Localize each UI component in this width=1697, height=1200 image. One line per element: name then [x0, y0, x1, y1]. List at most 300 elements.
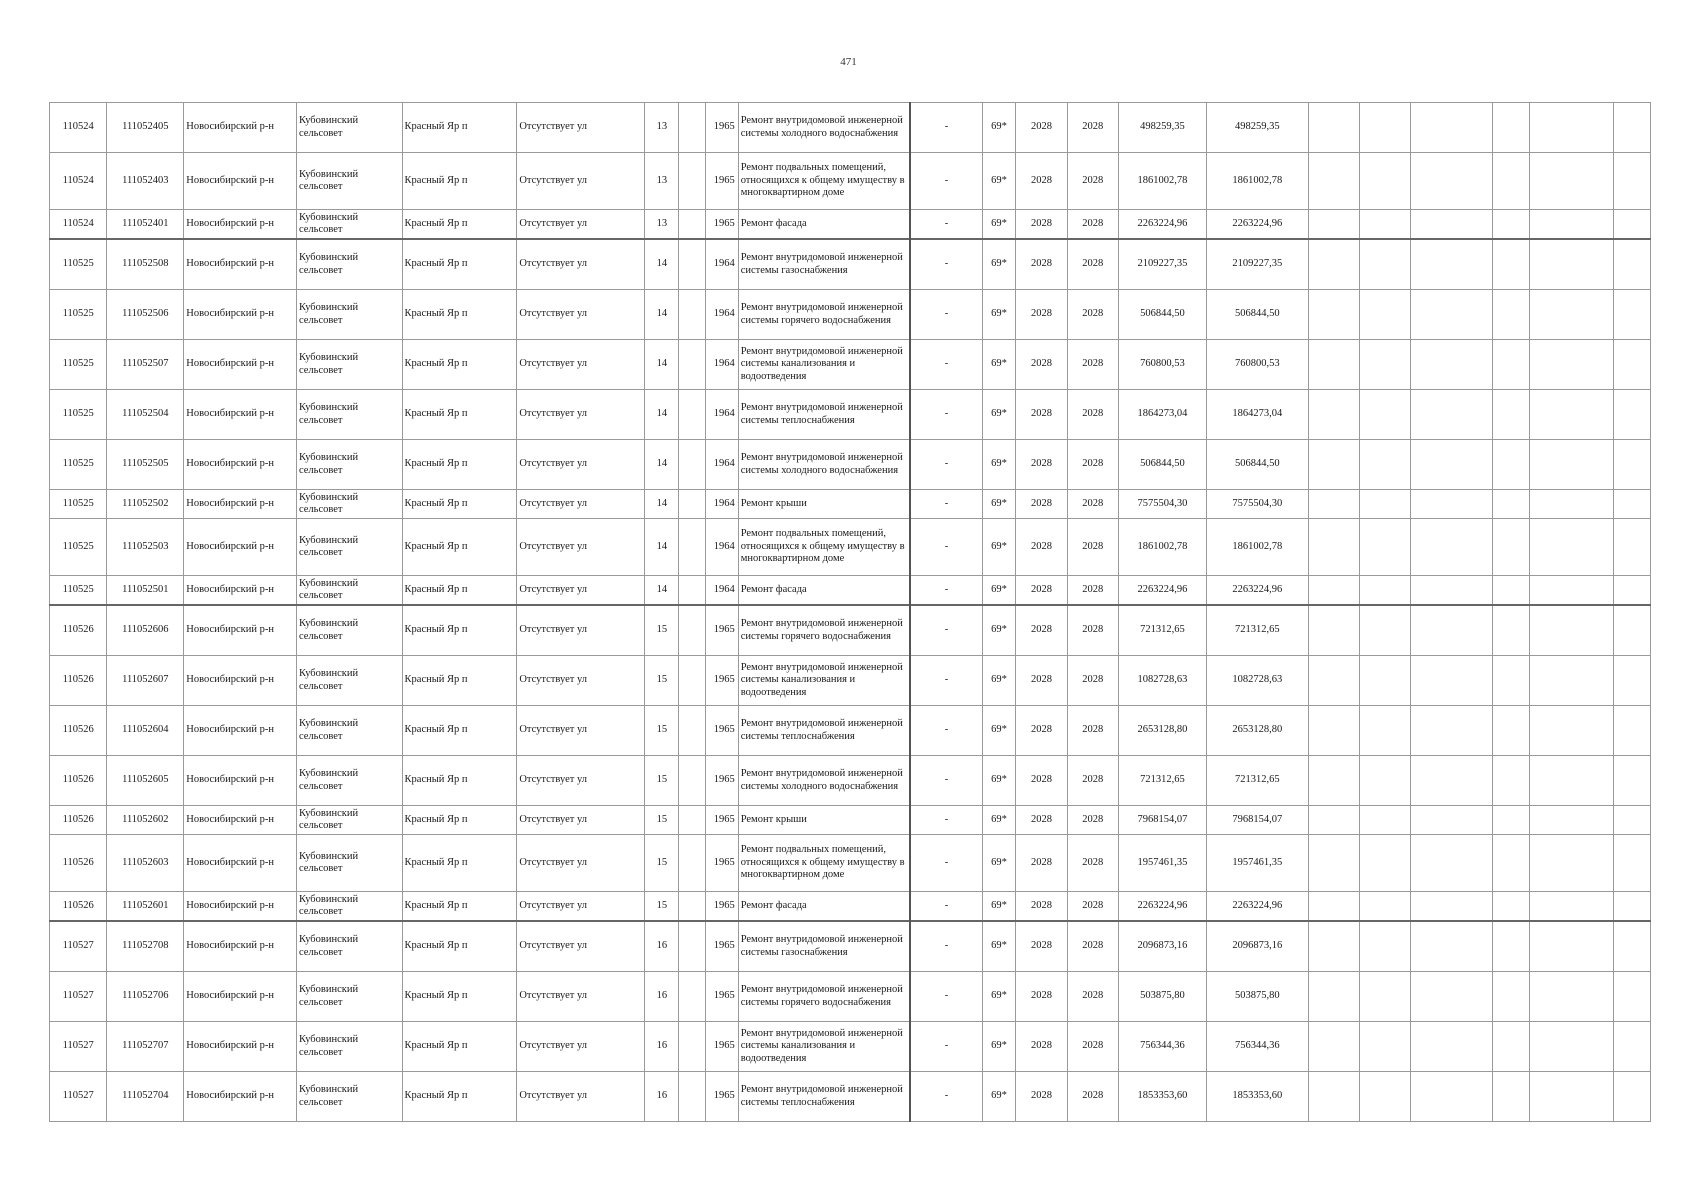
empty-cell [1308, 390, 1359, 440]
house-number-cell: 16 [645, 1022, 679, 1072]
dash-cell: - [910, 972, 982, 1022]
plan-year-start-cell: 2028 [1016, 835, 1067, 892]
empty-cell [1613, 605, 1650, 656]
work-type-cell: Ремонт внутридомовой инженерной системы холодного водоснабжения [738, 440, 910, 490]
empty-cell [1359, 103, 1410, 153]
empty-cell [1410, 239, 1492, 290]
total-cost-cell: 2653128,80 [1207, 706, 1308, 756]
build-year-cell: 1965 [705, 103, 738, 153]
locality-cell: Красный Яр п [402, 756, 517, 806]
build-year-cell: 1965 [705, 892, 738, 922]
empty-cell [1492, 756, 1529, 806]
work-type-cell: Ремонт фасада [738, 892, 910, 922]
work-code-cell: 111052708 [107, 921, 184, 972]
empty-cell [1529, 390, 1613, 440]
district-cell: Новосибирский р-н [184, 921, 297, 972]
table-row [50, 153, 1651, 210]
dash-cell: - [910, 921, 982, 972]
dash-cell: - [910, 519, 982, 576]
table-row [50, 290, 1651, 340]
empty-cell [1492, 1072, 1529, 1122]
total-cost-cell: 2096873,16 [1207, 921, 1308, 972]
locality-cell: Красный Яр п [402, 806, 517, 835]
plan-year-end-cell: 2028 [1067, 892, 1118, 922]
total-cost-cell: 2109227,35 [1207, 239, 1308, 290]
build-year-cell: 1965 [705, 972, 738, 1022]
empty-cell [1529, 656, 1613, 706]
plan-year-start-cell: 2028 [1016, 519, 1067, 576]
plan-year-start-cell: 2028 [1016, 390, 1067, 440]
work-code-cell: 111052601 [107, 892, 184, 922]
house-id-cell: 110525 [50, 340, 107, 390]
house-id-cell: 110524 [50, 103, 107, 153]
work-code-cell: 111052706 [107, 972, 184, 1022]
empty-cell [1613, 239, 1650, 290]
wear-percent-cell: 69* [982, 972, 1016, 1022]
empty-cell [1492, 390, 1529, 440]
locality-cell: Красный Яр п [402, 210, 517, 240]
cost-cell: 1864273,04 [1118, 390, 1206, 440]
house-id-cell: 110525 [50, 290, 107, 340]
locality-cell: Красный Яр п [402, 153, 517, 210]
locality-cell: Красный Яр п [402, 440, 517, 490]
empty-cell [1529, 239, 1613, 290]
total-cost-cell: 2263224,96 [1207, 892, 1308, 922]
settlement-cell: Кубовинский сельсовет [296, 440, 402, 490]
empty-cell [1410, 576, 1492, 606]
dash-cell: - [910, 706, 982, 756]
table-row [50, 576, 1651, 606]
house-id-cell: 110525 [50, 490, 107, 519]
plan-year-start-cell: 2028 [1016, 756, 1067, 806]
plan-year-start-cell: 2028 [1016, 1072, 1067, 1122]
dash-cell: - [910, 290, 982, 340]
empty-cell [1529, 519, 1613, 576]
empty-cell [1613, 806, 1650, 835]
empty-cell [1308, 605, 1359, 656]
locality-cell: Красный Яр п [402, 576, 517, 606]
street-cell: Отсутствует ул [517, 490, 645, 519]
street-cell: Отсутствует ул [517, 806, 645, 835]
build-year-cell: 1965 [705, 210, 738, 240]
empty-cell [1492, 576, 1529, 606]
empty-cell [1492, 806, 1529, 835]
empty-cell [1359, 576, 1410, 606]
street-cell: Отсутствует ул [517, 519, 645, 576]
district-cell: Новосибирский р-н [184, 1072, 297, 1122]
work-type-cell: Ремонт внутридомовой инженерной системы холодного водоснабжения [738, 756, 910, 806]
empty-cell [1613, 576, 1650, 606]
wear-percent-cell: 69* [982, 210, 1016, 240]
building-cell [679, 390, 706, 440]
plan-year-end-cell: 2028 [1067, 1072, 1118, 1122]
work-code-cell: 111052605 [107, 756, 184, 806]
plan-year-end-cell: 2028 [1067, 390, 1118, 440]
empty-cell [1308, 892, 1359, 922]
wear-percent-cell: 69* [982, 576, 1016, 606]
building-cell [679, 756, 706, 806]
empty-cell [1613, 519, 1650, 576]
plan-year-start-cell: 2028 [1016, 892, 1067, 922]
district-cell: Новосибирский р-н [184, 239, 297, 290]
empty-cell [1529, 605, 1613, 656]
house-number-cell: 16 [645, 921, 679, 972]
empty-cell [1359, 440, 1410, 490]
build-year-cell: 1964 [705, 440, 738, 490]
empty-cell [1359, 835, 1410, 892]
street-cell: Отсутствует ул [517, 1072, 645, 1122]
dash-cell: - [910, 440, 982, 490]
work-code-cell: 111052707 [107, 1022, 184, 1072]
empty-cell [1613, 972, 1650, 1022]
work-code-cell: 111052506 [107, 290, 184, 340]
cost-cell: 2109227,35 [1118, 239, 1206, 290]
street-cell: Отсутствует ул [517, 1022, 645, 1072]
district-cell: Новосибирский р-н [184, 490, 297, 519]
locality-cell: Красный Яр п [402, 103, 517, 153]
table-row [50, 921, 1651, 972]
table-row [50, 390, 1651, 440]
work-code-cell: 111052501 [107, 576, 184, 606]
plan-year-end-cell: 2028 [1067, 210, 1118, 240]
total-cost-cell: 503875,80 [1207, 972, 1308, 1022]
locality-cell: Красный Яр п [402, 921, 517, 972]
plan-year-end-cell: 2028 [1067, 239, 1118, 290]
district-cell: Новосибирский р-н [184, 390, 297, 440]
house-number-cell: 15 [645, 892, 679, 922]
work-code-cell: 111052602 [107, 806, 184, 835]
total-cost-cell: 1957461,35 [1207, 835, 1308, 892]
street-cell: Отсутствует ул [517, 340, 645, 390]
work-type-cell: Ремонт крыши [738, 490, 910, 519]
cost-cell: 2263224,96 [1118, 576, 1206, 606]
dash-cell: - [910, 103, 982, 153]
building-cell [679, 103, 706, 153]
building-cell [679, 706, 706, 756]
settlement-cell: Кубовинский сельсовет [296, 921, 402, 972]
empty-cell [1359, 519, 1410, 576]
build-year-cell: 1965 [705, 921, 738, 972]
district-cell: Новосибирский р-н [184, 706, 297, 756]
district-cell: Новосибирский р-н [184, 972, 297, 1022]
plan-year-start-cell: 2028 [1016, 972, 1067, 1022]
empty-cell [1410, 605, 1492, 656]
dash-cell: - [910, 576, 982, 606]
work-type-cell: Ремонт внутридомовой инженерной системы горячего водоснабжения [738, 972, 910, 1022]
build-year-cell: 1965 [705, 1072, 738, 1122]
empty-cell [1492, 972, 1529, 1022]
street-cell: Отсутствует ул [517, 390, 645, 440]
empty-cell [1410, 835, 1492, 892]
district-cell: Новосибирский р-н [184, 576, 297, 606]
dash-cell: - [910, 153, 982, 210]
district-cell: Новосибирский р-н [184, 440, 297, 490]
empty-cell [1529, 921, 1613, 972]
district-cell: Новосибирский р-н [184, 153, 297, 210]
cost-cell: 506844,50 [1118, 440, 1206, 490]
building-cell [679, 972, 706, 1022]
street-cell: Отсутствует ул [517, 921, 645, 972]
table-row [50, 605, 1651, 656]
district-cell: Новосибирский р-н [184, 1022, 297, 1072]
work-code-cell: 111052604 [107, 706, 184, 756]
settlement-cell: Кубовинский сельсовет [296, 972, 402, 1022]
house-number-cell: 14 [645, 490, 679, 519]
work-code-cell: 111052403 [107, 153, 184, 210]
building-cell [679, 921, 706, 972]
house-id-cell: 110524 [50, 210, 107, 240]
plan-year-start-cell: 2028 [1016, 210, 1067, 240]
work-code-cell: 111052704 [107, 1072, 184, 1122]
build-year-cell: 1965 [705, 605, 738, 656]
total-cost-cell: 506844,50 [1207, 440, 1308, 490]
empty-cell [1410, 440, 1492, 490]
table-row [50, 210, 1651, 240]
empty-cell [1492, 340, 1529, 390]
house-number-cell: 14 [645, 519, 679, 576]
empty-cell [1529, 576, 1613, 606]
locality-cell: Красный Яр п [402, 706, 517, 756]
empty-cell [1410, 921, 1492, 972]
empty-cell [1529, 1022, 1613, 1072]
dash-cell: - [910, 1022, 982, 1072]
empty-cell [1308, 806, 1359, 835]
building-cell [679, 210, 706, 240]
plan-year-end-cell: 2028 [1067, 605, 1118, 656]
house-id-cell: 110526 [50, 835, 107, 892]
building-cell [679, 835, 706, 892]
cost-cell: 756344,36 [1118, 1022, 1206, 1072]
empty-cell [1529, 972, 1613, 1022]
work-type-cell: Ремонт внутридомовой инженерной системы холодного водоснабжения [738, 103, 910, 153]
plan-year-end-cell: 2028 [1067, 706, 1118, 756]
empty-cell [1359, 706, 1410, 756]
settlement-cell: Кубовинский сельсовет [296, 490, 402, 519]
empty-cell [1613, 1022, 1650, 1072]
plan-year-start-cell: 2028 [1016, 605, 1067, 656]
district-cell: Новосибирский р-н [184, 806, 297, 835]
empty-cell [1613, 103, 1650, 153]
cost-cell: 498259,35 [1118, 103, 1206, 153]
empty-cell [1308, 239, 1359, 290]
plan-year-start-cell: 2028 [1016, 440, 1067, 490]
building-cell [679, 806, 706, 835]
empty-cell [1308, 1072, 1359, 1122]
build-year-cell: 1965 [705, 756, 738, 806]
empty-cell [1492, 1022, 1529, 1072]
empty-cell [1410, 1072, 1492, 1122]
total-cost-cell: 1861002,78 [1207, 519, 1308, 576]
table-row [50, 103, 1651, 153]
settlement-cell: Кубовинский сельсовет [296, 519, 402, 576]
plan-year-end-cell: 2028 [1067, 519, 1118, 576]
settlement-cell: Кубовинский сельсовет [296, 210, 402, 240]
street-cell: Отсутствует ул [517, 103, 645, 153]
cost-cell: 7968154,07 [1118, 806, 1206, 835]
work-type-cell: Ремонт внутридомовой инженерной системы теплоснабжения [738, 1072, 910, 1122]
total-cost-cell: 498259,35 [1207, 103, 1308, 153]
empty-cell [1613, 153, 1650, 210]
locality-cell: Красный Яр п [402, 972, 517, 1022]
house-id-cell: 110526 [50, 806, 107, 835]
empty-cell [1492, 605, 1529, 656]
plan-year-end-cell: 2028 [1067, 921, 1118, 972]
empty-cell [1308, 210, 1359, 240]
empty-cell [1308, 706, 1359, 756]
work-code-cell: 111052505 [107, 440, 184, 490]
work-type-cell: Ремонт крыши [738, 806, 910, 835]
wear-percent-cell: 69* [982, 290, 1016, 340]
total-cost-cell: 1082728,63 [1207, 656, 1308, 706]
dash-cell: - [910, 1072, 982, 1122]
settlement-cell: Кубовинский сельсовет [296, 806, 402, 835]
empty-cell [1410, 806, 1492, 835]
work-type-cell: Ремонт внутридомовой инженерной системы канализования и водоотведения [738, 340, 910, 390]
house-number-cell: 16 [645, 972, 679, 1022]
house-id-cell: 110526 [50, 706, 107, 756]
house-id-cell: 110525 [50, 390, 107, 440]
street-cell: Отсутствует ул [517, 656, 645, 706]
plan-year-end-cell: 2028 [1067, 835, 1118, 892]
wear-percent-cell: 69* [982, 892, 1016, 922]
plan-year-start-cell: 2028 [1016, 1022, 1067, 1072]
district-cell: Новосибирский р-н [184, 340, 297, 390]
work-type-cell: Ремонт фасада [738, 576, 910, 606]
empty-cell [1359, 605, 1410, 656]
empty-cell [1613, 706, 1650, 756]
plan-year-start-cell: 2028 [1016, 290, 1067, 340]
dash-cell: - [910, 835, 982, 892]
empty-cell [1359, 1022, 1410, 1072]
building-cell [679, 576, 706, 606]
empty-cell [1359, 972, 1410, 1022]
table-row [50, 519, 1651, 576]
house-number-cell: 14 [645, 290, 679, 340]
empty-cell [1359, 239, 1410, 290]
empty-cell [1492, 290, 1529, 340]
building-cell [679, 490, 706, 519]
house-id-cell: 110525 [50, 519, 107, 576]
empty-cell [1359, 290, 1410, 340]
table-row [50, 835, 1651, 892]
work-type-cell: Ремонт внутридомовой инженерной системы горячего водоснабжения [738, 605, 910, 656]
locality-cell: Красный Яр п [402, 519, 517, 576]
total-cost-cell: 2263224,96 [1207, 576, 1308, 606]
empty-cell [1359, 921, 1410, 972]
empty-cell [1410, 1022, 1492, 1072]
work-code-cell: 111052503 [107, 519, 184, 576]
plan-year-start-cell: 2028 [1016, 576, 1067, 606]
empty-cell [1410, 103, 1492, 153]
house-id-cell: 110526 [50, 756, 107, 806]
locality-cell: Красный Яр п [402, 340, 517, 390]
work-code-cell: 111052606 [107, 605, 184, 656]
house-number-cell: 15 [645, 605, 679, 656]
total-cost-cell: 1864273,04 [1207, 390, 1308, 440]
plan-year-end-cell: 2028 [1067, 290, 1118, 340]
house-number-cell: 14 [645, 340, 679, 390]
empty-cell [1308, 656, 1359, 706]
work-type-cell: Ремонт подвальных помещений, относящихся к общему имуществу в многоквартирном доме [738, 835, 910, 892]
table-row [50, 656, 1651, 706]
empty-cell [1492, 153, 1529, 210]
empty-cell [1613, 892, 1650, 922]
total-cost-cell: 1853353,60 [1207, 1072, 1308, 1122]
build-year-cell: 1965 [705, 835, 738, 892]
total-cost-cell: 1861002,78 [1207, 153, 1308, 210]
house-number-cell: 13 [645, 210, 679, 240]
house-id-cell: 110527 [50, 1072, 107, 1122]
empty-cell [1359, 806, 1410, 835]
locality-cell: Красный Яр п [402, 290, 517, 340]
wear-percent-cell: 69* [982, 1022, 1016, 1072]
dash-cell: - [910, 390, 982, 440]
building-cell [679, 892, 706, 922]
wear-percent-cell: 69* [982, 835, 1016, 892]
work-type-cell: Ремонт внутридомовой инженерной системы газоснабжения [738, 921, 910, 972]
plan-year-start-cell: 2028 [1016, 103, 1067, 153]
empty-cell [1613, 921, 1650, 972]
empty-cell [1613, 835, 1650, 892]
street-cell: Отсутствует ул [517, 605, 645, 656]
locality-cell: Красный Яр п [402, 390, 517, 440]
dash-cell: - [910, 656, 982, 706]
total-cost-cell: 7968154,07 [1207, 806, 1308, 835]
empty-cell [1529, 835, 1613, 892]
district-cell: Новосибирский р-н [184, 605, 297, 656]
cost-cell: 721312,65 [1118, 756, 1206, 806]
empty-cell [1410, 490, 1492, 519]
street-cell: Отсутствует ул [517, 892, 645, 922]
cost-cell: 721312,65 [1118, 605, 1206, 656]
plan-year-end-cell: 2028 [1067, 576, 1118, 606]
work-type-cell: Ремонт внутридомовой инженерной системы теплоснабжения [738, 390, 910, 440]
plan-year-end-cell: 2028 [1067, 103, 1118, 153]
district-cell: Новосибирский р-н [184, 656, 297, 706]
empty-cell [1529, 706, 1613, 756]
house-number-cell: 13 [645, 103, 679, 153]
house-number-cell: 14 [645, 239, 679, 290]
empty-cell [1359, 210, 1410, 240]
settlement-cell: Кубовинский сельсовет [296, 835, 402, 892]
building-cell [679, 340, 706, 390]
settlement-cell: Кубовинский сельсовет [296, 153, 402, 210]
dash-cell: - [910, 806, 982, 835]
settlement-cell: Кубовинский сельсовет [296, 706, 402, 756]
house-number-cell: 15 [645, 756, 679, 806]
cost-cell: 506844,50 [1118, 290, 1206, 340]
total-cost-cell: 721312,65 [1207, 756, 1308, 806]
empty-cell [1410, 210, 1492, 240]
empty-cell [1308, 153, 1359, 210]
empty-cell [1359, 656, 1410, 706]
house-number-cell: 15 [645, 806, 679, 835]
settlement-cell: Кубовинский сельсовет [296, 103, 402, 153]
street-cell: Отсутствует ул [517, 972, 645, 1022]
build-year-cell: 1965 [705, 656, 738, 706]
house-id-cell: 110527 [50, 1022, 107, 1072]
work-type-cell: Ремонт подвальных помещений, относящихся к общему имуществу в многоквартирном доме [738, 153, 910, 210]
plan-year-start-cell: 2028 [1016, 340, 1067, 390]
settlement-cell: Кубовинский сельсовет [296, 756, 402, 806]
house-number-cell: 15 [645, 835, 679, 892]
empty-cell [1308, 756, 1359, 806]
empty-cell [1359, 756, 1410, 806]
locality-cell: Красный Яр п [402, 605, 517, 656]
plan-year-start-cell: 2028 [1016, 656, 1067, 706]
empty-cell [1308, 519, 1359, 576]
district-cell: Новосибирский р-н [184, 519, 297, 576]
